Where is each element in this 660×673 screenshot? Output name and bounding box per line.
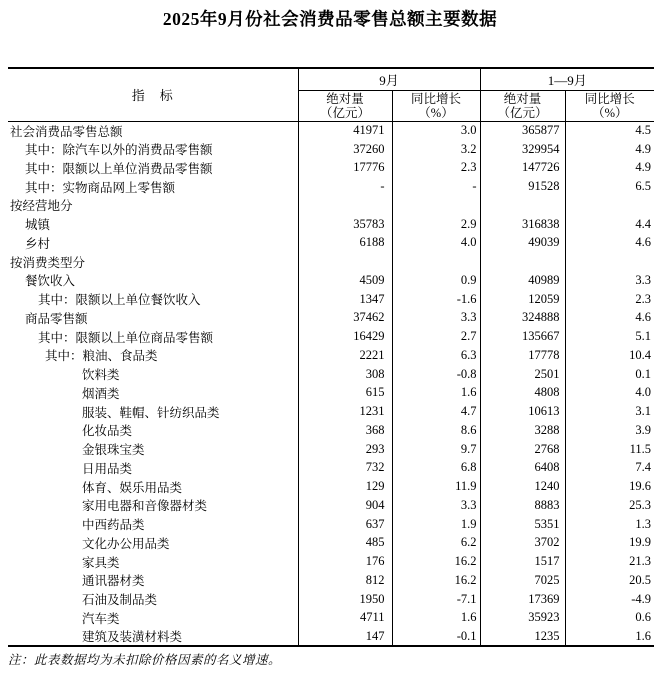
cell-september-absolute: 17776 — [298, 159, 392, 178]
cell-september-absolute: 308 — [298, 365, 392, 384]
cell-september-growth: 11.9 — [392, 477, 480, 496]
cell-september-growth: -1.6 — [392, 290, 480, 309]
cell-september-growth: 3.0 — [392, 121, 480, 140]
cell-cumulative-absolute: 10613 — [480, 402, 565, 421]
cell-cumulative-absolute: 35923 — [480, 609, 565, 628]
cell-september-growth: 2.9 — [392, 215, 480, 234]
cell-cumulative-growth: 11.5 — [629, 441, 652, 456]
footnote: 注：此表数据均为未扣除价格因素的名义增速。 — [8, 653, 282, 667]
cell-cumulative-absolute: 365877 — [480, 121, 565, 140]
cell-september-absolute: 615 — [298, 384, 392, 403]
cell-cumulative-absolute: 316838 — [480, 215, 565, 234]
cell-september-growth: 6.3 — [392, 346, 480, 365]
table-row — [8, 140, 654, 159]
table-row — [8, 515, 654, 534]
row-label: 其中：限额以上单位消费品零售额 — [8, 159, 298, 178]
cell-september-growth: 0.9 — [392, 271, 480, 290]
cell-cumulative-growth: 4.9 — [635, 141, 652, 156]
table-row — [8, 252, 654, 271]
cell-cumulative-absolute: 7025 — [480, 571, 565, 590]
table-row — [8, 271, 654, 290]
row-label: 按经营地分 — [8, 196, 298, 215]
cell-cumulative-growth — [565, 196, 654, 215]
cell-cumulative-growth: 4.0 — [635, 385, 652, 400]
table-row — [8, 346, 654, 365]
cell-september-growth: 6.8 — [392, 459, 480, 478]
column-header-cum-absolute — [480, 90, 565, 121]
row-label: 石油及制品类 — [8, 590, 298, 609]
row-label: 中西药品类 — [8, 515, 298, 534]
row-label: 化妆品类 — [8, 421, 298, 440]
cell-cumulative-absolute: 3288 — [480, 421, 565, 440]
cell-cumulative-growth: 4.6 — [635, 310, 652, 325]
cell-cumulative-absolute: 329954 — [480, 140, 565, 159]
cell-september-growth: 2.3 — [392, 159, 480, 178]
cell-cumulative-growth: 0.6 — [635, 610, 652, 625]
cell-cumulative-growth: 7.4 — [635, 460, 652, 475]
cell-september-absolute: 904 — [298, 496, 392, 515]
cell-september-absolute: 732 — [298, 459, 392, 478]
cell-cumulative-absolute: 147726 — [480, 159, 565, 178]
row-label: 其中：限额以上单位商品零售额 — [8, 327, 298, 346]
page-title: 2025年9月份社会消费品零售总额主要数据 — [162, 9, 498, 29]
cell-september-growth: -0.8 — [392, 365, 480, 384]
row-label: 按消费类型分 — [8, 252, 298, 271]
column-header-sep-absolute — [298, 90, 392, 121]
cell-september-absolute: 2221 — [298, 346, 392, 365]
cell-september-absolute: 16429 — [298, 327, 392, 346]
cell-september-growth: 3.2 — [392, 140, 480, 159]
cell-september-absolute: 37462 — [298, 309, 392, 328]
cell-cumulative-absolute — [480, 252, 565, 271]
cell-cumulative-absolute: 8883 — [480, 496, 565, 515]
header-growth-unit: （%） — [418, 106, 454, 120]
cell-cumulative-growth: 1.3 — [635, 516, 652, 531]
cell-cumulative-absolute: 5351 — [480, 515, 565, 534]
cell-september-growth: 16.2 — [392, 552, 480, 571]
cell-cumulative-growth: 3.9 — [635, 422, 652, 437]
cell-september-absolute: - — [298, 177, 392, 196]
cell-september-absolute: 41971 — [298, 121, 392, 140]
cell-september-absolute: 1231 — [298, 402, 392, 421]
row-label: 其中：除汽车以外的消费品零售额 — [8, 140, 298, 159]
cell-cumulative-absolute: 3702 — [480, 534, 565, 553]
row-label: 文化办公用品类 — [8, 534, 298, 553]
table-row — [8, 534, 654, 553]
cell-september-absolute: 176 — [298, 552, 392, 571]
header-group-row — [8, 68, 654, 90]
cell-cumulative-absolute: 12059 — [480, 290, 565, 309]
cell-september-growth: 16.2 — [392, 571, 480, 590]
row-label: 其中：粮油、食品类 — [8, 346, 298, 365]
cell-cumulative-growth: 4.9 — [635, 160, 652, 175]
cell-september-absolute: 4509 — [298, 271, 392, 290]
cell-cumulative-absolute: 6408 — [480, 459, 565, 478]
cell-september-absolute — [298, 252, 392, 271]
cell-september-absolute: 147 — [298, 627, 392, 646]
row-label: 城镇 — [8, 215, 298, 234]
row-label: 乡村 — [8, 234, 298, 253]
row-label: 商品零售额 — [8, 309, 298, 328]
cell-september-growth: - — [392, 177, 480, 196]
table-row — [8, 327, 654, 346]
header-absolute-unit: （亿元） — [497, 106, 548, 120]
cell-cumulative-absolute: 17778 — [480, 346, 565, 365]
cell-cumulative-growth: 10.4 — [629, 347, 652, 362]
cell-september-growth: 4.0 — [392, 234, 480, 253]
row-label: 通讯器材类 — [8, 571, 298, 590]
cell-cumulative-growth: 2.3 — [635, 291, 652, 306]
cell-september-absolute: 637 — [298, 515, 392, 534]
table-row — [8, 459, 654, 478]
column-header-sep-growth — [392, 90, 480, 121]
cell-cumulative-growth: 5.1 — [635, 329, 652, 344]
cell-cumulative-growth: 3.3 — [635, 272, 652, 287]
row-label: 日用品类 — [8, 459, 298, 478]
cell-cumulative-absolute: 49039 — [480, 234, 565, 253]
table-row — [8, 215, 654, 234]
cell-cumulative-absolute — [480, 196, 565, 215]
cell-september-growth: -0.1 — [392, 627, 480, 646]
cell-september-growth: 8.6 — [392, 421, 480, 440]
row-label: 烟酒类 — [8, 384, 298, 403]
header-growth-label: 同比增长 — [584, 91, 635, 106]
table-row — [8, 609, 654, 628]
header-absolute-label: 绝对量 — [503, 91, 542, 106]
cell-cumulative-absolute: 4808 — [480, 384, 565, 403]
table-header — [8, 68, 654, 121]
row-label: 饮料类 — [8, 365, 298, 384]
table-row — [8, 402, 654, 421]
column-group-september: 9月 — [298, 68, 480, 90]
row-label: 家用电器和音像器材类 — [8, 496, 298, 515]
cell-cumulative-absolute: 40989 — [480, 271, 565, 290]
cell-september-growth — [392, 252, 480, 271]
cell-september-growth: 3.3 — [392, 309, 480, 328]
cell-cumulative-growth: 21.3 — [629, 554, 652, 569]
table-row — [8, 309, 654, 328]
cell-september-growth: 1.9 — [392, 515, 480, 534]
cell-september-growth: 1.6 — [392, 609, 480, 628]
cell-cumulative-absolute: 135667 — [480, 327, 565, 346]
cell-cumulative-growth: 20.5 — [629, 572, 652, 587]
row-label: 汽车类 — [8, 609, 298, 628]
cell-september-absolute: 4711 — [298, 609, 392, 628]
cell-september-absolute: 35783 — [298, 215, 392, 234]
table-row — [8, 477, 654, 496]
table-row — [8, 290, 654, 309]
row-label: 建筑及装潢材料类 — [8, 627, 298, 646]
row-label: 餐饮收入 — [8, 271, 298, 290]
column-header-cum-growth — [565, 90, 654, 121]
cell-cumulative-growth: 4.5 — [635, 123, 652, 138]
column-group-jan-to-sep: 1—9月 — [480, 68, 654, 90]
table-row — [8, 121, 654, 140]
table-row — [8, 196, 654, 215]
retail-sales-table — [8, 67, 654, 647]
cell-cumulative-growth: 0.1 — [635, 366, 652, 381]
cell-september-growth: -7.1 — [392, 590, 480, 609]
table-row — [8, 552, 654, 571]
table-row — [8, 234, 654, 253]
cell-cumulative-growth: 6.5 — [635, 179, 652, 194]
cell-cumulative-growth: 25.3 — [629, 497, 652, 512]
cell-cumulative-growth: 4.6 — [635, 235, 652, 250]
cell-cumulative-absolute: 1240 — [480, 477, 565, 496]
row-label: 服装、鞋帽、针纺织品类 — [8, 402, 298, 421]
cell-cumulative-growth: 19.9 — [629, 535, 652, 550]
row-label: 家具类 — [8, 552, 298, 571]
row-label: 社会消费品零售总额 — [8, 121, 298, 140]
table-body — [8, 121, 654, 646]
cell-september-growth: 4.7 — [392, 402, 480, 421]
cell-cumulative-absolute: 1235 — [480, 627, 565, 646]
table-row — [8, 590, 654, 609]
cell-september-absolute: 129 — [298, 477, 392, 496]
cell-september-absolute: 368 — [298, 421, 392, 440]
table-row — [8, 627, 654, 646]
row-label: 金银珠宝类 — [8, 440, 298, 459]
cell-cumulative-growth: 19.6 — [629, 479, 652, 494]
header-absolute-label: 绝对量 — [326, 91, 364, 106]
column-header-indicator: 指 标 — [8, 68, 298, 121]
cell-cumulative-growth: 4.4 — [635, 216, 652, 231]
cell-september-absolute: 812 — [298, 571, 392, 590]
cell-september-absolute: 37260 — [298, 140, 392, 159]
cell-cumulative-absolute: 2768 — [480, 440, 565, 459]
cell-september-absolute: 485 — [298, 534, 392, 553]
row-label: 其中：实物商品网上零售额 — [8, 177, 298, 196]
cell-september-growth: 9.7 — [392, 440, 480, 459]
cell-cumulative-growth: -4.9 — [631, 591, 652, 606]
table-row — [8, 384, 654, 403]
table-row — [8, 571, 654, 590]
cell-cumulative-absolute: 324888 — [480, 309, 565, 328]
cell-september-growth: 3.3 — [392, 496, 480, 515]
cell-september-growth: 2.7 — [392, 327, 480, 346]
header-absolute-unit: （亿元） — [319, 106, 370, 120]
cell-cumulative-growth — [565, 252, 654, 271]
table-row — [8, 159, 654, 178]
cell-cumulative-growth: 1.6 — [635, 628, 652, 643]
cell-september-absolute: 1950 — [298, 590, 392, 609]
header-growth-label: 同比增长 — [411, 91, 462, 106]
table-row — [8, 440, 654, 459]
row-label: 其中：限额以上单位餐饮收入 — [8, 290, 298, 309]
table-row — [8, 365, 654, 384]
table-row — [8, 177, 654, 196]
cell-september-growth: 6.2 — [392, 534, 480, 553]
cell-september-absolute: 6188 — [298, 234, 392, 253]
cell-cumulative-absolute: 1517 — [480, 552, 565, 571]
row-label: 体育、娱乐用品类 — [8, 477, 298, 496]
cell-september-absolute: 1347 — [298, 290, 392, 309]
table-row — [8, 496, 654, 515]
cell-september-absolute: 293 — [298, 440, 392, 459]
cell-september-growth — [392, 196, 480, 215]
table-row — [8, 421, 654, 440]
cell-september-growth: 1.6 — [392, 384, 480, 403]
cell-cumulative-absolute: 2501 — [480, 365, 565, 384]
cell-september-absolute — [298, 196, 392, 215]
cell-cumulative-absolute: 91528 — [480, 177, 565, 196]
header-growth-unit: （%） — [592, 106, 628, 120]
cell-cumulative-absolute: 17369 — [480, 590, 565, 609]
cell-cumulative-growth: 3.1 — [635, 404, 652, 419]
